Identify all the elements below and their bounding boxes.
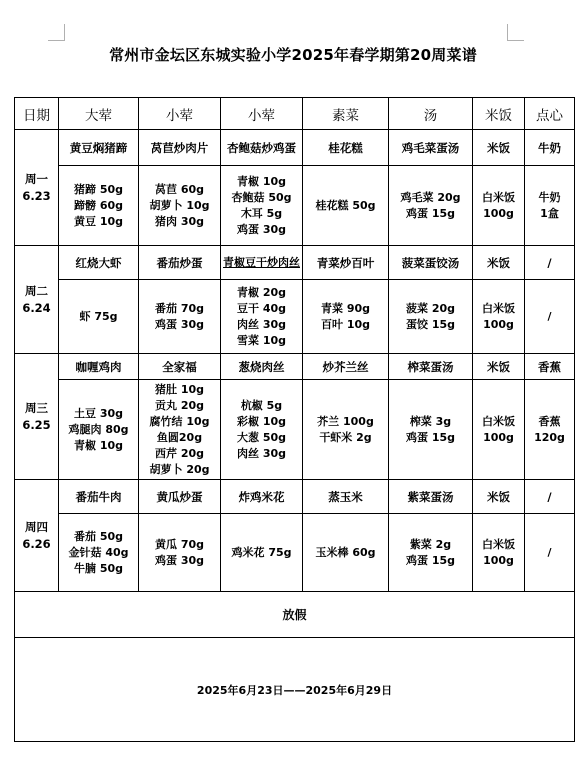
ingredient-line: 100g (483, 206, 514, 220)
ingredient-line: 胡萝卜 20g (149, 462, 210, 476)
day-name: 周三 (25, 400, 48, 415)
day-ingredient-row (15, 280, 575, 354)
ingredient-line: 青菜 90g (320, 301, 370, 315)
date-range-text: 2025年6月23日——2025年6月29日 (196, 683, 393, 697)
dish-cell-soup (389, 130, 473, 166)
day-cell (15, 354, 59, 480)
dish-name: 杏鲍菇炒鸡蛋 (227, 140, 296, 155)
dish-name: 香蕉 (538, 359, 561, 374)
dish-name: 桂花糕 (328, 140, 363, 155)
header-row (15, 98, 575, 130)
ingredient-line: 猪肉 30g (154, 214, 204, 228)
ingredient-line: 鸡蛋 15g (405, 430, 455, 444)
ingredient-line: 土豆 30g (73, 406, 123, 420)
dish-cell-side-meat-2 (221, 354, 303, 380)
ingredient-line: 鸡腿肉 80g (68, 422, 129, 436)
ingredient-cell-snack (525, 380, 575, 480)
ingredient-line: 鸡毛菜 20g (400, 190, 461, 204)
ingredient-line: 芥兰 100g (317, 414, 374, 428)
dish-name: 牛奶 (538, 140, 561, 155)
dish-cell-main-meat (59, 130, 139, 166)
ingredient-cell-main-meat (59, 380, 139, 480)
ingredient-line: 杏鲍菇 50g (231, 190, 292, 204)
page-corner-mark-right (507, 24, 524, 41)
dish-name: 米饭 (487, 359, 510, 374)
dish-cell-main-meat (59, 246, 139, 280)
dish-cell-rice (473, 354, 525, 380)
ingredient-cell-rice (473, 166, 525, 246)
ingredient-line: 牛腩 50g (73, 561, 123, 575)
day-dish-row (15, 354, 575, 380)
ingredient-line: 胡萝卜 10g (149, 198, 210, 212)
ingredient-cell-vegetable (303, 280, 389, 354)
ingredient-line: 青椒 20g (236, 285, 286, 299)
page-corner-mark-left (48, 24, 65, 41)
ingredient-line: 腐竹结 10g (149, 414, 210, 428)
ingredient-line: 青椒 10g (236, 174, 286, 188)
ingredient-cell-vegetable (303, 380, 389, 480)
dish-name: 鸡毛菜蛋汤 (401, 140, 460, 155)
dish-cell-vegetable (303, 480, 389, 514)
ingredient-line: 白米饭 (482, 537, 515, 551)
date-range-row (15, 638, 575, 742)
ingredient-line: 虾 75g (79, 309, 118, 323)
dish-name: 米饭 (487, 255, 510, 270)
ingredient-cell-soup (389, 514, 473, 592)
ingredient-cell-rice (473, 380, 525, 480)
ingredient-line: 白米饭 (482, 190, 515, 204)
day-cell (15, 130, 59, 246)
column-header-main-meat: 大荤 (59, 98, 139, 130)
ingredient-line: 鸡蛋 15g (405, 553, 455, 567)
dish-name: 米饭 (487, 140, 510, 155)
dish-name: 蒸玉米 (328, 489, 363, 504)
ingredient-line: 100g (483, 430, 514, 444)
dish-name: 青菜炒百叶 (316, 255, 375, 270)
ingredient-line: 青椒 10g (73, 438, 123, 452)
dish-cell-rice (473, 480, 525, 514)
ingredient-line: 百叶 10g (320, 317, 370, 331)
ingredient-line: 紫菜 2g (409, 537, 452, 551)
dish-name: 炸鸡米花 (238, 489, 285, 504)
ingredient-line: 雪菜 10g (236, 333, 286, 347)
dish-name: 葱烧肉丝 (238, 359, 285, 374)
ingredient-line: 干虾米 2g (319, 430, 372, 444)
dish-name: 番茄炒蛋 (156, 255, 203, 270)
ingredient-line: 鸡蛋 30g (154, 553, 204, 567)
dish-name: 榨菜蛋汤 (407, 359, 454, 374)
ingredient-cell-soup (389, 166, 473, 246)
dish-cell-side-meat-1 (139, 480, 221, 514)
ingredient-line: 木耳 5g (240, 206, 283, 220)
dish-name: / (547, 489, 552, 504)
ingredient-line: 猪肚 10g (154, 382, 204, 396)
dish-cell-rice (473, 246, 525, 280)
ingredient-line: 牛奶 (538, 190, 561, 204)
ingredient-cell-side-meat-1 (139, 380, 221, 480)
day-date: 6.25 (22, 417, 51, 432)
dish-cell-side-meat-2 (221, 130, 303, 166)
day-cell (15, 246, 59, 354)
ingredient-line: 鸡米花 75g (231, 545, 292, 559)
ingredient-line: 莴苣 60g (154, 182, 204, 196)
ingredient-line: 肉丝 30g (236, 446, 286, 460)
dish-cell-vegetable (303, 130, 389, 166)
day-date: 6.26 (22, 536, 51, 551)
dish-name: 炒芥兰丝 (322, 359, 369, 374)
day-ingredient-row (15, 380, 575, 480)
ingredient-cell-main-meat (59, 514, 139, 592)
ingredient-cell-vegetable (303, 166, 389, 246)
ingredient-line: 1盒 (540, 206, 559, 220)
ingredient-line: 大葱 50g (236, 430, 286, 444)
ingredient-cell-rice (473, 514, 525, 592)
ingredient-cell-side-meat-2 (221, 280, 303, 354)
dish-name: 咖喱鸡肉 (75, 359, 122, 374)
dish-cell-soup (389, 354, 473, 380)
column-header-vegetable: 素菜 (303, 98, 389, 130)
dish-cell-side-meat-2 (221, 246, 303, 280)
holiday-cell (15, 592, 575, 638)
ingredient-line: 香蕉 (538, 414, 561, 428)
ingredient-cell-side-meat-2 (221, 514, 303, 592)
ingredient-line: 榨菜 3g (409, 414, 452, 428)
dish-cell-side-meat-1 (139, 130, 221, 166)
dish-cell-snack (525, 354, 575, 380)
dish-cell-side-meat-1 (139, 246, 221, 280)
dish-cell-snack (525, 246, 575, 280)
dish-cell-rice (473, 130, 525, 166)
ingredient-line: 120g (534, 430, 565, 444)
date-range-cell (15, 638, 575, 742)
ingredient-line: 西芹 20g (154, 446, 204, 460)
dish-name: 番茄牛肉 (75, 489, 122, 504)
ingredient-cell-side-meat-1 (139, 166, 221, 246)
column-header-snack: 点心 (525, 98, 575, 130)
ingredient-line: 彩椒 10g (236, 414, 286, 428)
ingredient-line: 贡丸 20g (154, 398, 204, 412)
day-date: 6.23 (22, 188, 51, 203)
column-header-side-meat-1: 小荤 (139, 98, 221, 130)
column-header-rice: 米饭 (473, 98, 525, 130)
dish-name: 全家福 (162, 359, 197, 374)
column-header-side-meat-2: 小荤 (221, 98, 303, 130)
dish-name: / (547, 255, 552, 270)
ingredient-line: 菠菜 20g (405, 301, 455, 315)
ingredient-line: 鸡蛋 15g (405, 206, 455, 220)
ingredient-cell-rice (473, 280, 525, 354)
dish-name: 青椒豆干炒肉丝 (223, 256, 300, 269)
day-name: 周二 (25, 283, 48, 298)
dish-name: 米饭 (487, 489, 510, 504)
ingredient-cell-side-meat-1 (139, 280, 221, 354)
dish-name: 黄瓜炒蛋 (156, 489, 203, 504)
dish-name: 莴苣炒肉片 (150, 140, 209, 155)
dish-name: 红烧大虾 (75, 255, 122, 270)
ingredient-line: 番茄 50g (73, 529, 123, 543)
day-date: 6.24 (22, 300, 51, 315)
holiday-label: 放假 (282, 608, 307, 622)
ingredient-cell-side-meat-2 (221, 380, 303, 480)
day-dish-row (15, 130, 575, 166)
ingredient-line: 鸡蛋 30g (154, 317, 204, 331)
weekly-menu-table (14, 97, 575, 742)
ingredient-line: 桂花糕 50g (315, 198, 376, 212)
dish-cell-vegetable (303, 246, 389, 280)
ingredient-line: 番茄 70g (154, 301, 204, 315)
day-dish-row (15, 246, 575, 280)
menu-table-body (15, 98, 575, 742)
ingredient-cell-side-meat-2 (221, 166, 303, 246)
ingredient-line: 杭椒 5g (240, 398, 283, 412)
ingredient-line: 蛋饺 15g (405, 317, 455, 331)
ingredient-line: 鱼圆20g (156, 430, 203, 444)
ingredient-cell-snack (525, 166, 575, 246)
ingredient-line: 蹄髈 60g (73, 198, 123, 212)
ingredient-cell-snack (525, 514, 575, 592)
ingredient-line: / (547, 309, 552, 323)
dish-cell-snack (525, 130, 575, 166)
day-name: 周四 (25, 519, 48, 534)
ingredient-cell-soup (389, 280, 473, 354)
column-header-soup: 汤 (389, 98, 473, 130)
day-name: 周一 (25, 171, 48, 186)
ingredient-line: 白米饭 (482, 301, 515, 315)
ingredient-line: 豆干 40g (236, 301, 286, 315)
holiday-row (15, 592, 575, 638)
ingredient-line: 鸡蛋 30g (236, 222, 286, 236)
ingredient-line: 白米饭 (482, 414, 515, 428)
dish-cell-soup (389, 480, 473, 514)
dish-cell-main-meat (59, 354, 139, 380)
ingredient-line: 黄豆 10g (73, 214, 123, 228)
ingredient-line: 玉米棒 60g (315, 545, 376, 559)
ingredient-line: 黄瓜 70g (154, 537, 204, 551)
dish-cell-side-meat-2 (221, 480, 303, 514)
ingredient-cell-snack (525, 280, 575, 354)
day-ingredient-row (15, 166, 575, 246)
dish-cell-main-meat (59, 480, 139, 514)
dish-cell-vegetable (303, 354, 389, 380)
day-dish-row (15, 480, 575, 514)
day-ingredient-row (15, 514, 575, 592)
ingredient-line: 肉丝 30g (236, 317, 286, 331)
ingredient-line: 100g (483, 317, 514, 331)
ingredient-line: 100g (483, 553, 514, 567)
ingredient-cell-soup (389, 380, 473, 480)
dish-name: 黄豆焖猪蹄 (69, 140, 128, 155)
dish-cell-soup (389, 246, 473, 280)
ingredient-cell-side-meat-1 (139, 514, 221, 592)
dish-cell-snack (525, 480, 575, 514)
dish-name: 菠菜蛋饺汤 (401, 255, 460, 270)
ingredient-line: 金针菇 40g (68, 545, 129, 559)
dish-cell-side-meat-1 (139, 354, 221, 380)
day-cell (15, 480, 59, 592)
ingredient-cell-main-meat (59, 280, 139, 354)
ingredient-line: 猪蹄 50g (73, 182, 123, 196)
menu-title: 常州市金坛区东城实验小学2025年春学期第20周菜谱 (109, 46, 477, 64)
ingredient-cell-vegetable (303, 514, 389, 592)
column-header-date: 日期 (15, 98, 59, 130)
ingredient-line: / (547, 545, 552, 559)
dish-name: 紫菜蛋汤 (407, 489, 454, 504)
ingredient-cell-main-meat (59, 166, 139, 246)
